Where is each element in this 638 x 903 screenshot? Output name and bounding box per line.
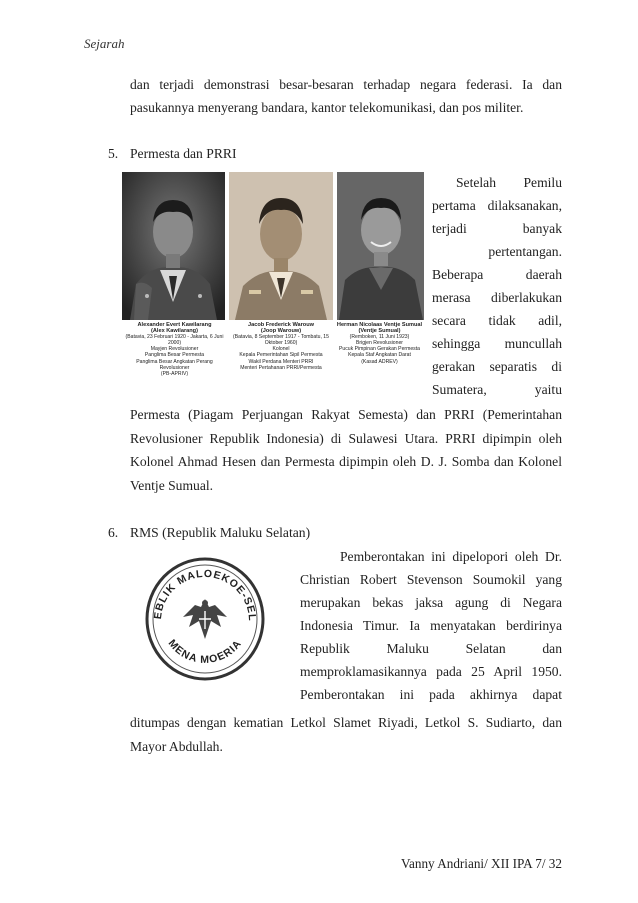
section-5-side-text <box>432 171 562 401</box>
svg-text:MENA MOERIA: MENA MOERIA <box>165 637 245 666</box>
side-line: Republik Maluku Selatan dan <box>300 641 562 656</box>
caption-sumual: Herman Nicolaas Ventje Sumual (Ventje Sumual) (Remboken, 11 Juni 1923) Brigjen Revolusioner Pucuk Pimpinan Gerakan Permesta Kepala Staf Angkatan Darat (Kasad ADREV) <box>336 322 423 365</box>
section-5-title: Permesta dan PRRI <box>130 146 237 161</box>
intro-paragraph <box>130 74 562 119</box>
body-line: ditumpas dengan kematian Letkol Slamet Riyadi, Letkol S. Sudiarto, dan <box>130 715 562 730</box>
intro-line-2: pasukannya menyerang bandara, kantor telekomunikasi, dan pos militer. <box>130 99 524 115</box>
page-footer: Vanny Andriani/ XII IPA 7/ 32 <box>400 856 562 871</box>
body-line: Ventje Sumual. <box>130 477 214 493</box>
side-line: Christian Robert Stevenson Soumokil yang <box>300 572 562 587</box>
side-line: terjadi banyak <box>432 221 562 236</box>
side-line: pertama dilaksanakan, <box>432 198 562 213</box>
section-6-body <box>130 711 562 758</box>
body-line: Mayor Abdullah. <box>130 738 223 754</box>
portrait-kawilarang <box>122 172 225 320</box>
rms-seal-emblem <box>143 555 268 683</box>
section-5-number: 5. <box>108 146 119 161</box>
section-6-title: RMS (Republik Maluku Selatan) <box>130 525 311 540</box>
side-line: gerakan separatis di <box>432 359 562 374</box>
section-5-body <box>130 403 562 497</box>
portrait-sumual <box>337 172 424 320</box>
section-6-side-text <box>300 545 562 706</box>
side-line: pertentangan. <box>488 244 562 259</box>
side-line: Sumatera, yaitu <box>432 382 562 397</box>
side-line: Setelah Pemilu <box>456 175 562 190</box>
side-line: memproklamasikannya pada 25 April 1950. <box>300 664 562 679</box>
svg-text:REPOEBLIK MALOEKOE-SELATAN: EBLIK MALOEKOE-SEL <box>151 567 259 622</box>
section-6-number: 6. <box>108 525 119 540</box>
section-5-heading <box>108 146 236 162</box>
body-line: Revolusioner Republik Indonesia) di Sulawesi Utara. PRRI dipimpin oleh <box>130 430 562 446</box>
side-line: merasa diberlakukan <box>432 290 562 305</box>
side-line: merupakan bekas jaksa agung di Negara <box>300 595 562 610</box>
page-header-label: Sejarah <box>84 36 125 51</box>
caption-warouw: Jacob Frederick Warouw (Joop Warouw) (Batavia, 8 September 1917 - Tombatu, 15 Oktober 1960) Kolonel Kepala Pemerintahan Sipil Permesta Wakil Perdana Menteri PRRI Menteri Pertahanan PRRI/Permesta <box>233 322 329 371</box>
side-line: Indonesia Timur. Ia menyatakan berdirinya <box>300 618 562 633</box>
portrait-warouw <box>229 172 333 320</box>
body-line: Permesta (Piagam Perjuangan Rakyat Semesta) dan PRRI (Pemerintahan <box>130 407 562 422</box>
side-line: Beberapa daerah <box>432 267 562 282</box>
intro-line-1: dan terjadi demonstrasi besar-besaran terhadap negara federasi. Ia dan <box>130 77 562 92</box>
body-line: Kolonel Ahmad Hesen dan Permesta dipimpin oleh D. J. Somba dan Kolonel <box>130 454 562 469</box>
side-line: secara tidak adil, <box>432 313 562 328</box>
side-line: Pemberontakan ini dipelopori oleh Dr. <box>340 549 562 564</box>
section-6-heading <box>108 525 310 541</box>
caption-kawilarang: Alexander Evert Kawilarang (Alex Kawilarang) (Batavia, 23 Februari 1920 - Jakarta, 6 Juni 2000) Mayjen Revolusioner Panglima Besar Permesta Panglima Besar Angkatan Perang Revolusioner (PB-APRIV) <box>125 322 224 377</box>
side-line: Pemberontakan ini pada akhirnya dapat <box>300 687 562 702</box>
permesta-leaders-photo <box>122 172 424 376</box>
side-line: sehingga muncullah <box>432 336 562 351</box>
